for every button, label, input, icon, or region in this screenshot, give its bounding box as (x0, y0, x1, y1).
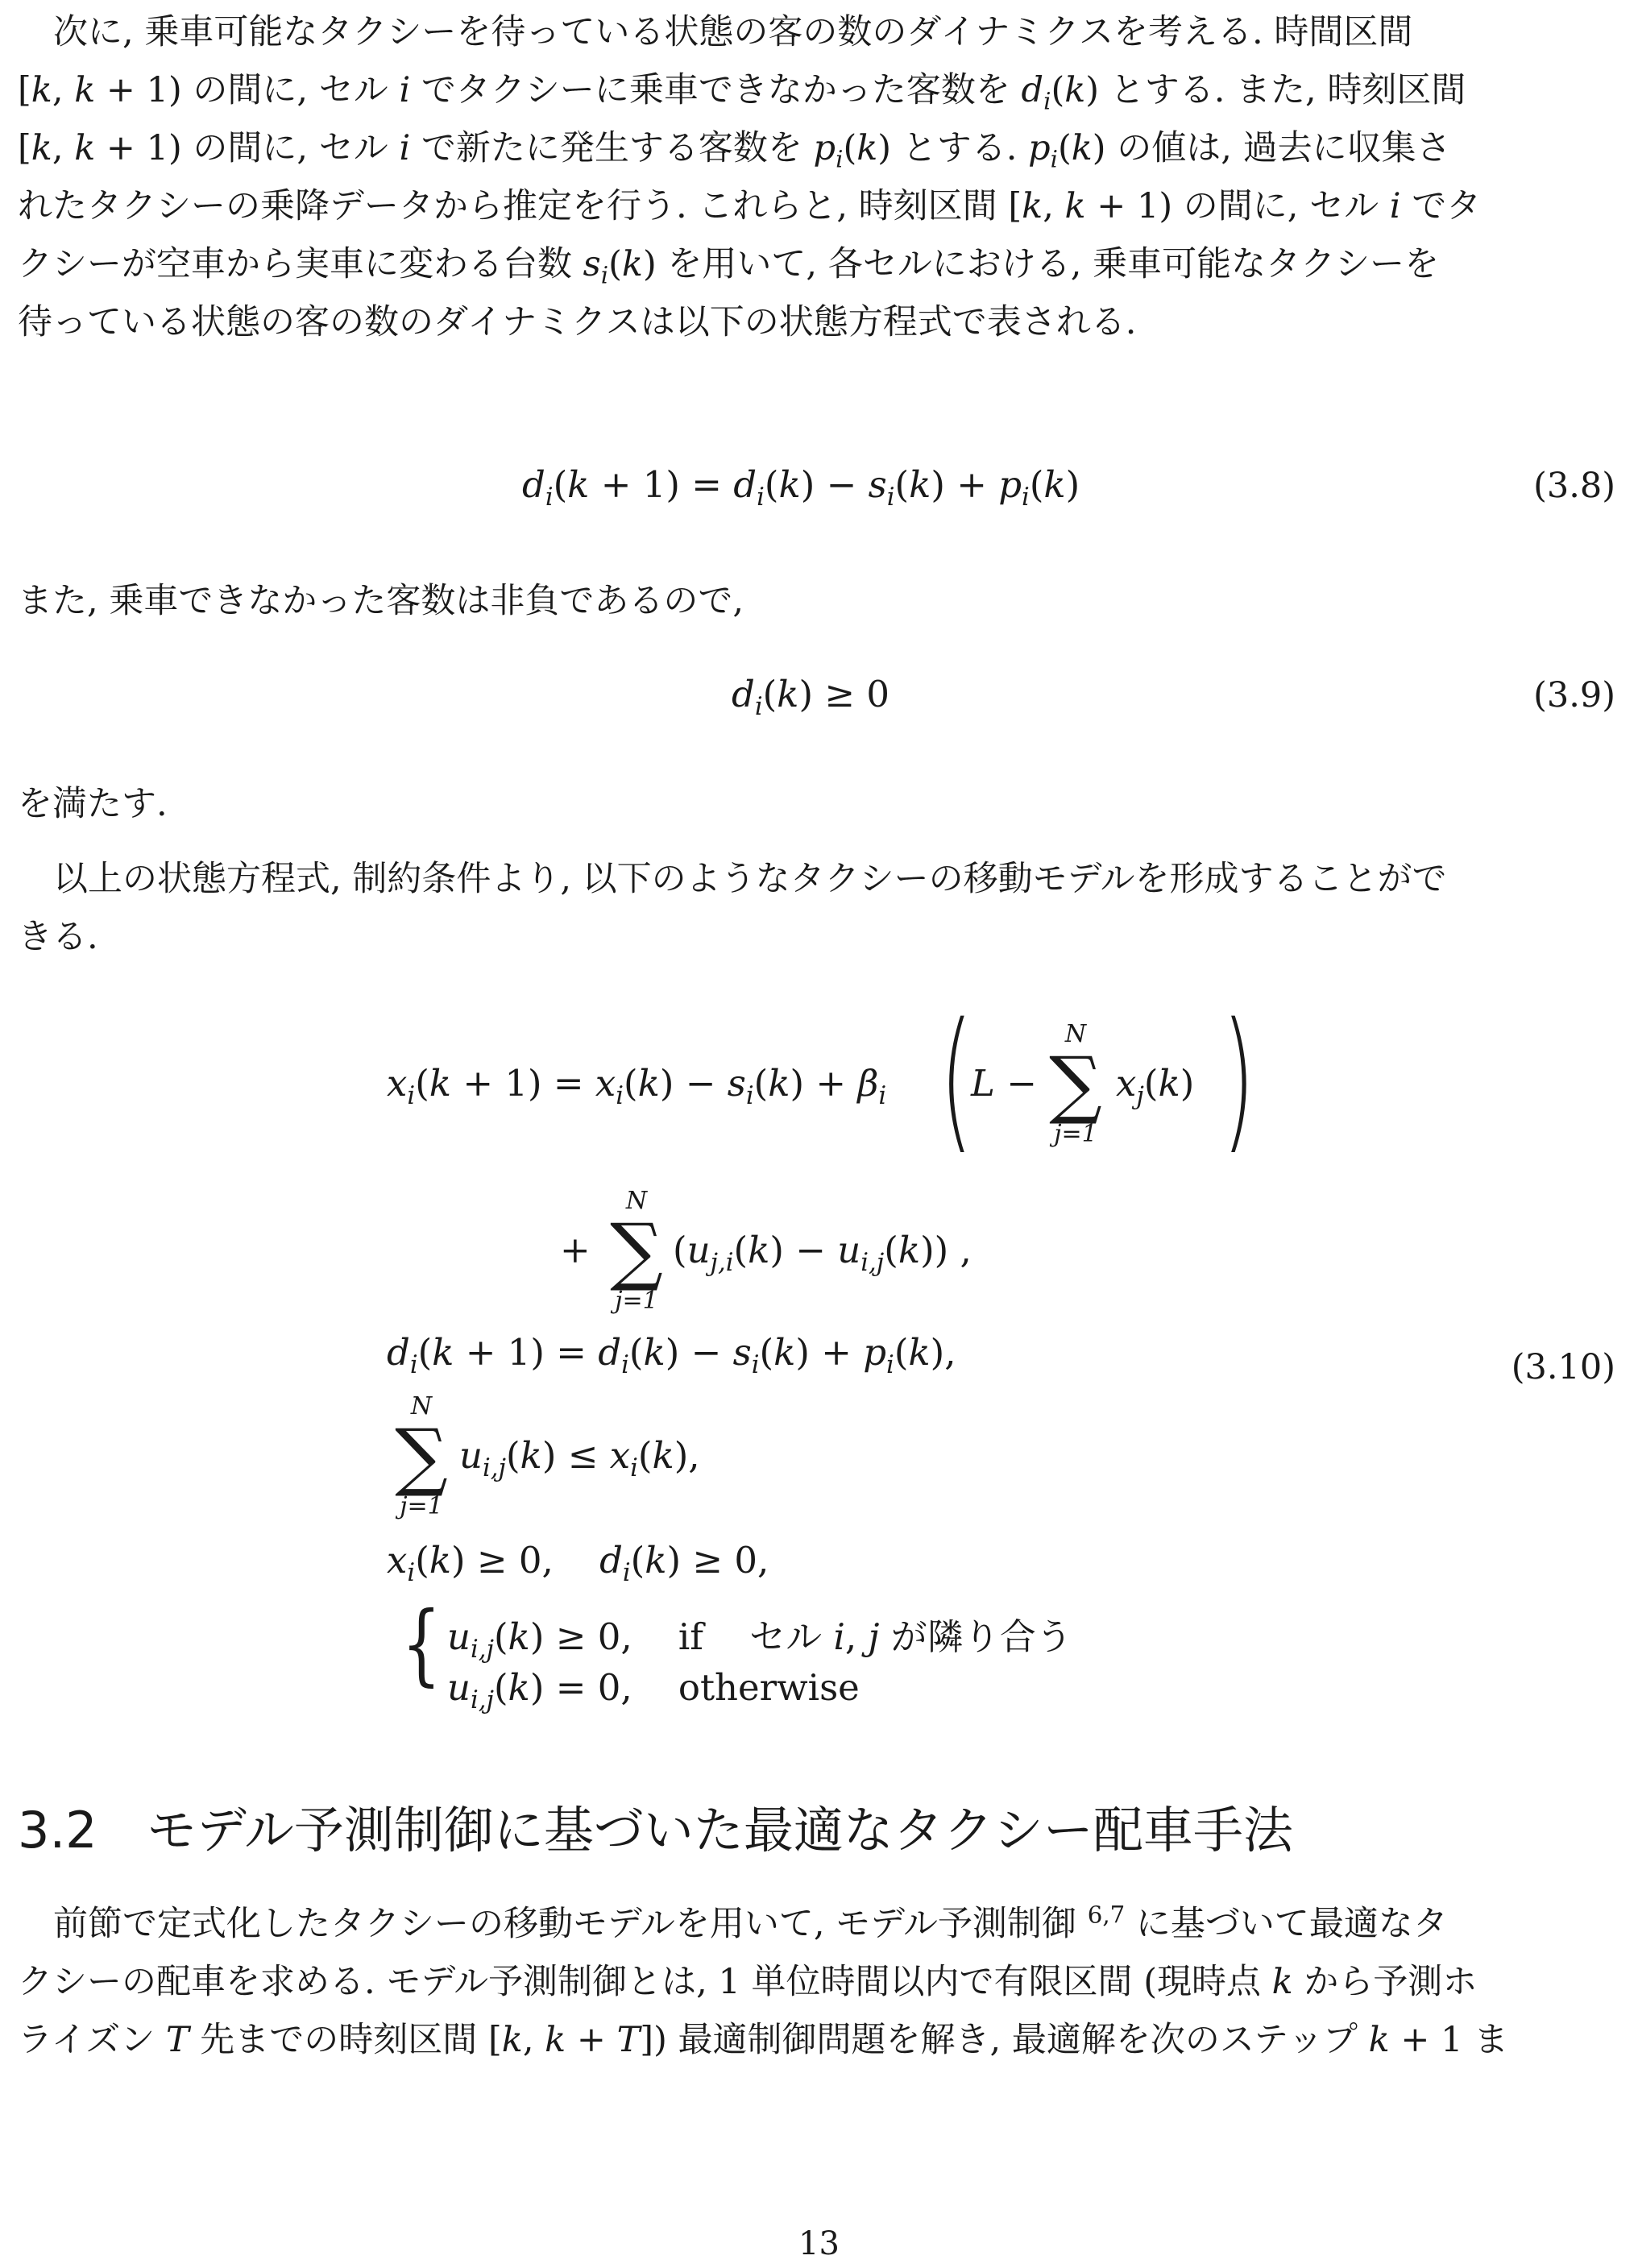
text-line: ライズン T 先までの時刻区間 [k, k + T]) 最適制御問題を解き, 最適解を次のステップ k + 1 ま (18, 2020, 1509, 2060)
eq-line-3: $d_i(k + 1) = d_i(k) - s_i(k) + p_i(k)$, (387, 1331, 956, 1379)
eq-line-2: $(u_{j,i}(k) - u_{i,j}(k))$ , (673, 1229, 972, 1277)
equation-3-9: $d_i(k) \ge 0$ (732, 673, 889, 721)
cases-brace: { (401, 1592, 442, 1695)
eq-line-4: $u_{i,j}(k) \le x_i(k)$, (459, 1434, 700, 1482)
right-paren: ) (1221, 990, 1255, 1168)
equation-number: (3.10) (1511, 1347, 1615, 1387)
section-heading (18, 1790, 1293, 1862)
text-line: [k, k + 1) の間に, セル i で新たに発生する客数を $p_i(k)$ とする. $p_i(k)$ の値は, 過去に収集さ (18, 128, 1451, 173)
eq-line-5: $x_i(k) \ge 0$, $d_i(k) \ge 0$, (387, 1539, 769, 1587)
text-line: また, 乗車できなかった客数は非負であるので, (18, 581, 744, 621)
text-line: を満たす. (18, 784, 168, 824)
eq-case-1: $u_{i,j}(k) \ge 0$, if セル i, j が隣り合う (447, 1615, 1072, 1664)
equation-number: (3.9) (1533, 675, 1615, 715)
summation-symbol: N ∑ j=1 (395, 1392, 448, 1520)
summation-symbol: N ∑ j=1 (610, 1187, 663, 1315)
text-line: クシーの配車を求める. モデル予測制御とは, 1 単位時間以内で有限区間 (現時点 k から予測ホ (18, 1962, 1478, 2002)
paragraph-satisfy (18, 775, 1617, 833)
equation-3-8: $d_i(k + 1) = d_i(k) - s_i(k) + p_i(k)$ (522, 463, 1080, 512)
section-number: 3.2 (18, 1801, 97, 1860)
text-line: れたタクシーの乗降データから推定を行う. これらと, 時刻区間 [k, k + 1) の間に, セル i でタ (18, 186, 1482, 226)
paragraph-passenger-dynamics (18, 3, 1617, 351)
left-paren: ( (939, 990, 973, 1168)
text-line: [k, k + 1) の間に, セル i でタクシーに乗車できなかった客数を $d_i(k)$ とする. また, 時刻区間 (18, 70, 1466, 115)
section-title: モデル予測制御に基づいた最適なタクシー配車手法 (147, 1801, 1293, 1860)
eq-term-L: L − (971, 1062, 1037, 1105)
text-line: きる. (18, 917, 98, 957)
page-number: 13 (798, 2225, 840, 2262)
text-line: 以上の状態方程式, 制約条件より, 以下のようなタクシーの移動モデルを形成することがで (53, 859, 1447, 899)
paragraph-mpc (18, 1895, 1617, 2069)
eq-line-2-plus: + (560, 1229, 591, 1271)
text-line: クシーが空車から実車に変わる台数 $s_i(k)$ を用いて, 各セルにおける, 乗車可能なタクシーを (18, 244, 1440, 289)
text-line: 次に, 乗車可能なタクシーを待っている状態の客の数のダイナミクスを考える. 時間区間 (53, 12, 1413, 52)
citation[interactable]: 6,7 (1087, 1901, 1126, 1929)
text-line: 前節で定式化したタクシーの移動モデルを用いて, モデル予測制御 $^{6,7}$ に基づいて最適なタ (53, 1901, 1448, 1944)
text-line: 待っている状態の客の数のダイナミクスは以下の状態方程式で表される. (18, 302, 1137, 342)
eq-term-xj: $x_j(k)$ (1116, 1062, 1195, 1110)
equation-number: (3.8) (1533, 466, 1615, 506)
eq-case-2: $u_{i,j}(k) = 0$, otherwise (447, 1666, 860, 1714)
paragraph-model-intro (18, 850, 1617, 966)
paragraph-nonneg (18, 572, 1617, 630)
eq-line-1: $x_i(k + 1) = x_i(k) - s_i(k) + \beta_i$ (387, 1062, 887, 1110)
summation-symbol: N ∑ j=1 (1049, 1020, 1102, 1148)
